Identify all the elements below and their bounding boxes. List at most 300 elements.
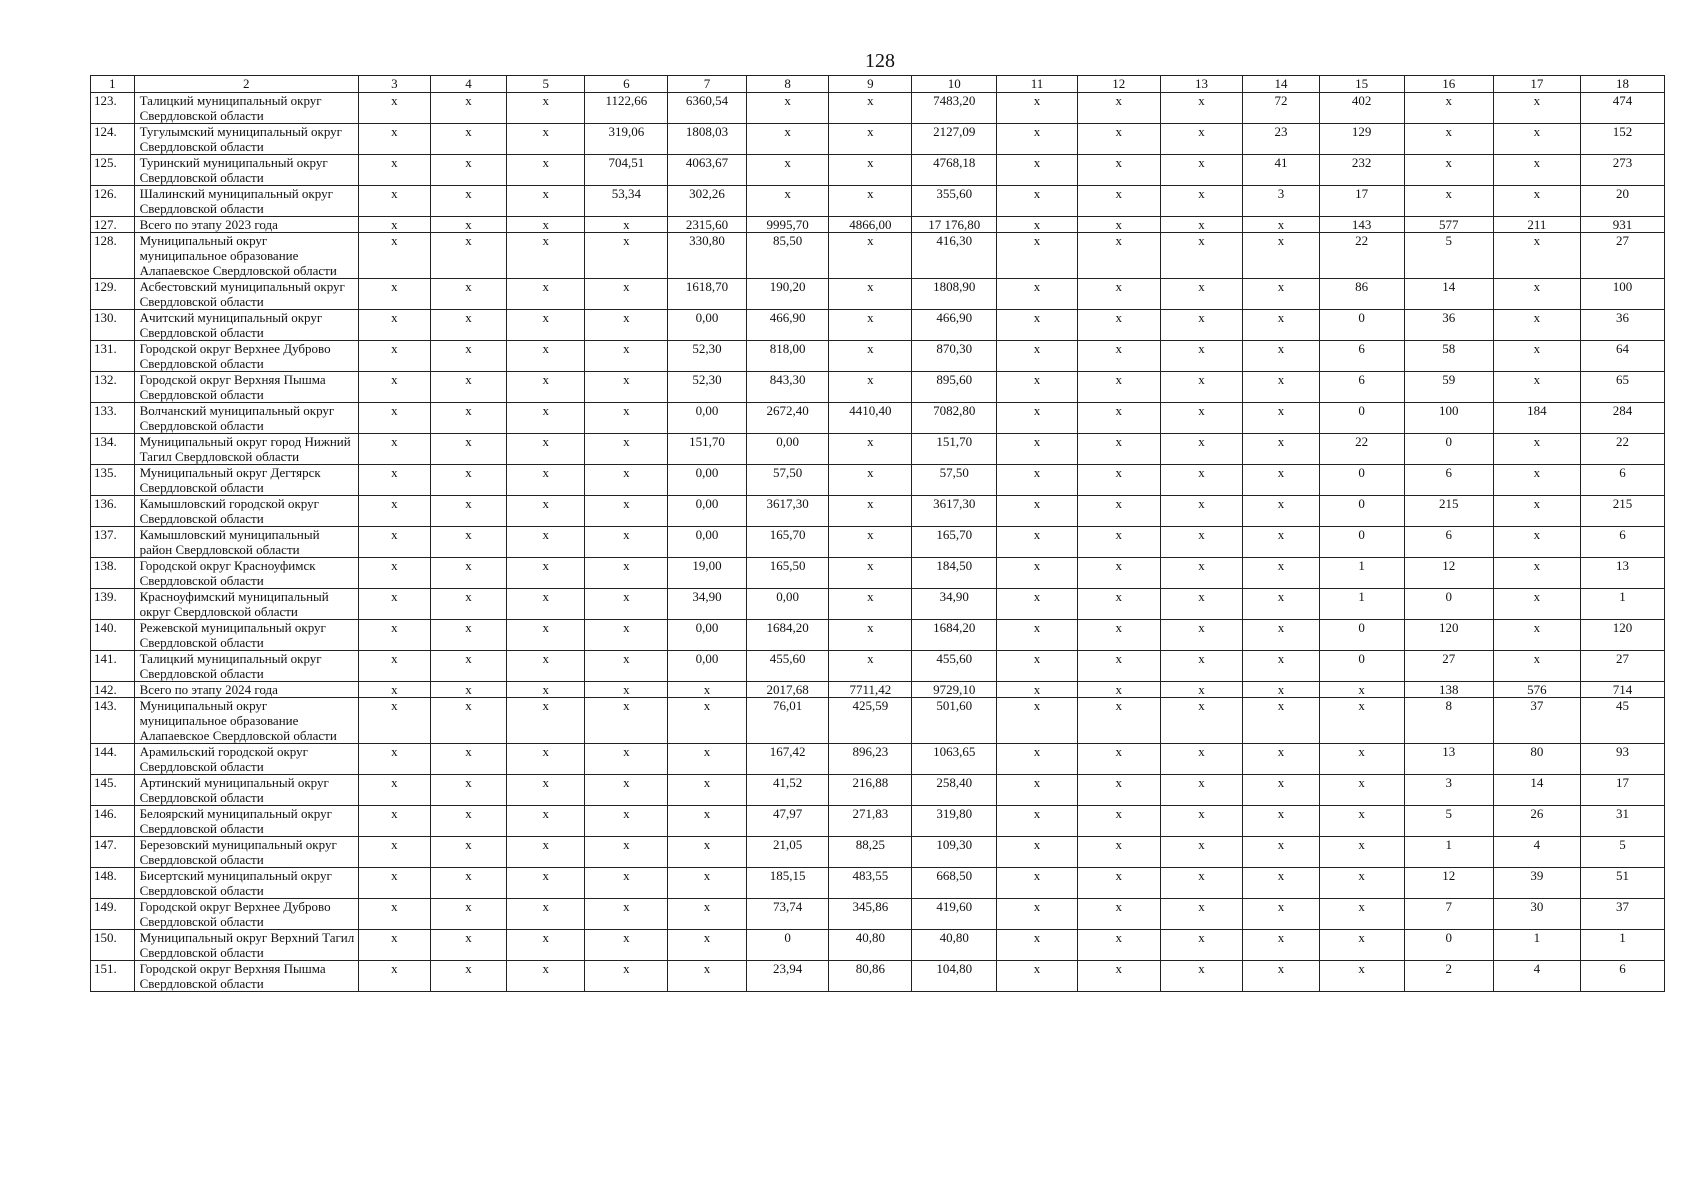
table-cell: x xyxy=(1243,868,1319,899)
table-cell: 1684,20 xyxy=(912,620,997,651)
municipality-name: Городской округ Верхнее Дуброво Свердловской области xyxy=(134,899,358,930)
table-cell: x xyxy=(1077,186,1160,217)
table-cell: 0 xyxy=(1319,620,1404,651)
table-cell: x xyxy=(829,93,912,124)
table-cell: x xyxy=(585,279,668,310)
table-cell: x xyxy=(1243,837,1319,868)
table-cell: x xyxy=(997,868,1078,899)
table-cell: x xyxy=(507,341,585,372)
row-number: 151. xyxy=(91,961,135,992)
table-cell: x xyxy=(1319,698,1404,744)
table-cell: x xyxy=(1493,233,1580,279)
table-cell: 843,30 xyxy=(746,372,829,403)
table-cell: x xyxy=(358,651,430,682)
row-number: 136. xyxy=(91,496,135,527)
table-cell: x xyxy=(507,620,585,651)
column-number: 15 xyxy=(1319,76,1404,93)
table-cell: x xyxy=(829,372,912,403)
table-cell: 215 xyxy=(1581,496,1665,527)
table-cell: 211 xyxy=(1493,217,1580,233)
table-cell: 31 xyxy=(1581,806,1665,837)
column-number: 16 xyxy=(1404,76,1493,93)
table-cell: x xyxy=(829,527,912,558)
table-cell: 36 xyxy=(1404,310,1493,341)
table-cell: 17 xyxy=(1581,775,1665,806)
row-number: 126. xyxy=(91,186,135,217)
table-cell: x xyxy=(1160,372,1243,403)
table-cell: 0,00 xyxy=(668,527,746,558)
table-cell: x xyxy=(1160,124,1243,155)
table-cell: 501,60 xyxy=(912,698,997,744)
row-number: 133. xyxy=(91,403,135,434)
table-cell: x xyxy=(507,155,585,186)
table-cell: 152 xyxy=(1581,124,1665,155)
column-number: 3 xyxy=(358,76,430,93)
table-cell: 0,00 xyxy=(746,589,829,620)
table-cell: 13 xyxy=(1404,744,1493,775)
column-number: 18 xyxy=(1581,76,1665,93)
table-cell: x xyxy=(358,558,430,589)
table-cell: x xyxy=(507,899,585,930)
table-cell: 22 xyxy=(1581,434,1665,465)
table-cell: 52,30 xyxy=(668,372,746,403)
table-cell: x xyxy=(1243,806,1319,837)
table-cell: 0,00 xyxy=(668,310,746,341)
table-cell: x xyxy=(358,279,430,310)
table-cell: x xyxy=(1243,217,1319,233)
table-cell: 284 xyxy=(1581,403,1665,434)
table-cell: x xyxy=(585,527,668,558)
row-number: 132. xyxy=(91,372,135,403)
table-row xyxy=(91,434,1665,465)
table-cell: 120 xyxy=(1404,620,1493,651)
municipality-name: Городской округ Верхнее Дуброво Свердловской области xyxy=(134,341,358,372)
table-cell: 466,90 xyxy=(912,310,997,341)
table-cell: 302,26 xyxy=(668,186,746,217)
table-cell: x xyxy=(1160,868,1243,899)
table-cell: 52,30 xyxy=(668,341,746,372)
row-number: 138. xyxy=(91,558,135,589)
table-cell: 4 xyxy=(1493,837,1580,868)
table-cell: x xyxy=(430,403,506,434)
table-cell: 37 xyxy=(1493,698,1580,744)
table-cell: x xyxy=(1160,217,1243,233)
table-cell: x xyxy=(668,930,746,961)
table-cell: x xyxy=(668,744,746,775)
table-cell: 27 xyxy=(1581,233,1665,279)
table-cell: x xyxy=(358,775,430,806)
table-cell: x xyxy=(1160,620,1243,651)
table-cell: x xyxy=(668,961,746,992)
table-cell: 4 xyxy=(1493,961,1580,992)
table-cell: x xyxy=(430,217,506,233)
table-row xyxy=(91,155,1665,186)
table-cell: x xyxy=(1077,279,1160,310)
table-cell: 2315,60 xyxy=(668,217,746,233)
table-cell: x xyxy=(507,403,585,434)
table-cell: x xyxy=(1243,744,1319,775)
table-cell: 0 xyxy=(1404,930,1493,961)
column-number: 12 xyxy=(1077,76,1160,93)
table-cell: x xyxy=(1160,837,1243,868)
table-cell: x xyxy=(829,620,912,651)
table-cell: x xyxy=(997,620,1078,651)
table-cell: 57,50 xyxy=(746,465,829,496)
table-cell: 2017,68 xyxy=(746,682,829,698)
table-cell: x xyxy=(1077,899,1160,930)
table-cell: x xyxy=(1077,310,1160,341)
table-cell: x xyxy=(1160,310,1243,341)
table-cell: 80 xyxy=(1493,744,1580,775)
table-cell: x xyxy=(1160,806,1243,837)
table-cell: 37 xyxy=(1581,899,1665,930)
table-row xyxy=(91,310,1665,341)
table-cell: x xyxy=(1077,806,1160,837)
table-cell: x xyxy=(997,93,1078,124)
table-cell: 53,34 xyxy=(585,186,668,217)
table-cell: 714 xyxy=(1581,682,1665,698)
table-cell: 47,97 xyxy=(746,806,829,837)
table-row xyxy=(91,372,1665,403)
table-cell: 7 xyxy=(1404,899,1493,930)
table-cell: 1 xyxy=(1404,837,1493,868)
municipality-name: Камышловский муниципальный район Свердловской области xyxy=(134,527,358,558)
municipality-name: Муниципальный округ Дегтярск Свердловской области xyxy=(134,465,358,496)
table-cell: x xyxy=(1319,682,1404,698)
row-number: 129. xyxy=(91,279,135,310)
table-cell: x xyxy=(1319,868,1404,899)
row-number: 135. xyxy=(91,465,135,496)
table-cell: x xyxy=(585,744,668,775)
table-cell: x xyxy=(1319,930,1404,961)
table-cell: x xyxy=(430,124,506,155)
table-cell: 896,23 xyxy=(829,744,912,775)
table-cell: 1 xyxy=(1319,589,1404,620)
row-number: 141. xyxy=(91,651,135,682)
table-cell: 23,94 xyxy=(746,961,829,992)
table-cell: x xyxy=(997,899,1078,930)
table-cell: 65 xyxy=(1581,372,1665,403)
table-cell: x xyxy=(1160,155,1243,186)
table-cell: 165,50 xyxy=(746,558,829,589)
column-number: 6 xyxy=(585,76,668,93)
table-cell: x xyxy=(1160,698,1243,744)
table-cell: 184,50 xyxy=(912,558,997,589)
row-number: 128. xyxy=(91,233,135,279)
table-cell: 93 xyxy=(1581,744,1665,775)
table-cell: 58 xyxy=(1404,341,1493,372)
table-cell: x xyxy=(358,961,430,992)
table-cell: 0 xyxy=(1404,589,1493,620)
table-cell: x xyxy=(668,837,746,868)
table-cell: x xyxy=(1404,186,1493,217)
table-cell: x xyxy=(746,155,829,186)
table-cell: x xyxy=(585,403,668,434)
table-cell: 2 xyxy=(1404,961,1493,992)
table-row xyxy=(91,620,1665,651)
table-cell: x xyxy=(1160,434,1243,465)
municipality-name: Муниципальный округ город Нижний Тагил Свердловской области xyxy=(134,434,358,465)
table-cell: 7082,80 xyxy=(912,403,997,434)
table-cell: x xyxy=(1077,651,1160,682)
table-cell: x xyxy=(585,930,668,961)
table-cell: x xyxy=(507,682,585,698)
column-number: 9 xyxy=(829,76,912,93)
table-cell: x xyxy=(358,186,430,217)
table-cell: 104,80 xyxy=(912,961,997,992)
table-cell: x xyxy=(358,620,430,651)
municipality-name: Всего по этапу 2024 года xyxy=(134,682,358,698)
table-cell: x xyxy=(997,403,1078,434)
table-cell: 73,74 xyxy=(746,899,829,930)
table-cell: 14 xyxy=(1404,279,1493,310)
table-cell: 1 xyxy=(1581,589,1665,620)
table-cell: 72 xyxy=(1243,93,1319,124)
table-cell: x xyxy=(997,651,1078,682)
table-row xyxy=(91,930,1665,961)
table-cell: x xyxy=(668,698,746,744)
table-cell: x xyxy=(1160,233,1243,279)
table-cell: x xyxy=(430,496,506,527)
table-cell: x xyxy=(358,434,430,465)
table-cell: x xyxy=(430,775,506,806)
table-cell: x xyxy=(746,93,829,124)
table-cell: x xyxy=(358,155,430,186)
table-cell: x xyxy=(1493,93,1580,124)
table-cell: x xyxy=(358,589,430,620)
table-cell: x xyxy=(829,186,912,217)
table-cell: 151,70 xyxy=(668,434,746,465)
page-number: 128 xyxy=(865,50,895,72)
table-cell: 6 xyxy=(1581,527,1665,558)
table-cell: x xyxy=(507,930,585,961)
table-cell: x xyxy=(1319,961,1404,992)
table-cell: x xyxy=(1077,589,1160,620)
table-cell: x xyxy=(1077,620,1160,651)
table-cell: x xyxy=(358,698,430,744)
table-cell: x xyxy=(1160,651,1243,682)
table-row xyxy=(91,217,1665,233)
table-cell: x xyxy=(430,837,506,868)
table-cell: 17 176,80 xyxy=(912,217,997,233)
table-row xyxy=(91,651,1665,682)
column-number: 17 xyxy=(1493,76,1580,93)
row-number: 140. xyxy=(91,620,135,651)
municipality-name: Березовский муниципальный округ Свердловской области xyxy=(134,837,358,868)
table-cell: x xyxy=(829,233,912,279)
table-cell: x xyxy=(430,233,506,279)
table-cell: x xyxy=(358,233,430,279)
table-cell: x xyxy=(997,806,1078,837)
table-cell: 4063,67 xyxy=(668,155,746,186)
table-cell: 271,83 xyxy=(829,806,912,837)
table-cell: 1618,70 xyxy=(668,279,746,310)
table-cell: x xyxy=(1160,527,1243,558)
table-cell: x xyxy=(1243,434,1319,465)
table-cell: 6 xyxy=(1581,961,1665,992)
table-cell: x xyxy=(430,465,506,496)
table-cell: x xyxy=(829,310,912,341)
municipality-name: Муниципальный округ Верхний Тагил Свердловской области xyxy=(134,930,358,961)
table-cell: x xyxy=(358,403,430,434)
table-row xyxy=(91,961,1665,992)
municipality-name: Арамильский городской округ Свердловской области xyxy=(134,744,358,775)
table-cell: x xyxy=(507,806,585,837)
table-cell: x xyxy=(1077,233,1160,279)
table-cell: 466,90 xyxy=(746,310,829,341)
table-cell: x xyxy=(1077,698,1160,744)
table-cell: 416,30 xyxy=(912,233,997,279)
table-cell: x xyxy=(507,93,585,124)
municipality-name: Городской округ Верхняя Пышма Свердловской области xyxy=(134,372,358,403)
table-cell: x xyxy=(1160,682,1243,698)
table-cell: 1808,03 xyxy=(668,124,746,155)
table-cell: 85,50 xyxy=(746,233,829,279)
table-cell: 27 xyxy=(1404,651,1493,682)
table-cell: x xyxy=(997,124,1078,155)
municipality-name: Талицкий муниципальный округ Свердловской области xyxy=(134,651,358,682)
table-cell: x xyxy=(1243,233,1319,279)
table-cell: 5 xyxy=(1581,837,1665,868)
table-cell: x xyxy=(585,233,668,279)
table-cell: x xyxy=(507,558,585,589)
table-cell: x xyxy=(585,589,668,620)
table-row xyxy=(91,589,1665,620)
table-cell: x xyxy=(1243,620,1319,651)
table-cell: 22 xyxy=(1319,233,1404,279)
table-cell: 0,00 xyxy=(668,496,746,527)
table-cell: 577 xyxy=(1404,217,1493,233)
table-cell: x xyxy=(829,589,912,620)
table-cell: x xyxy=(358,682,430,698)
table-cell: 51 xyxy=(1581,868,1665,899)
table-row xyxy=(91,465,1665,496)
table-cell: x xyxy=(1243,341,1319,372)
table-row xyxy=(91,868,1665,899)
table-cell: 184 xyxy=(1493,403,1580,434)
row-number: 131. xyxy=(91,341,135,372)
table-cell: x xyxy=(358,496,430,527)
table-cell: x xyxy=(585,682,668,698)
table-cell: x xyxy=(430,341,506,372)
table-cell: x xyxy=(430,899,506,930)
table-cell: 23 xyxy=(1243,124,1319,155)
table-cell: x xyxy=(1160,403,1243,434)
table-cell: x xyxy=(997,527,1078,558)
column-number: 8 xyxy=(746,76,829,93)
column-number: 10 xyxy=(912,76,997,93)
table-cell: x xyxy=(1077,961,1160,992)
table-cell: x xyxy=(585,217,668,233)
table-cell: 138 xyxy=(1404,682,1493,698)
table-cell: 7711,42 xyxy=(829,682,912,698)
table-cell: x xyxy=(507,698,585,744)
row-number: 134. xyxy=(91,434,135,465)
row-number: 150. xyxy=(91,930,135,961)
table-cell: x xyxy=(1077,124,1160,155)
table-cell: x xyxy=(1160,496,1243,527)
table-cell: x xyxy=(746,186,829,217)
row-number: 145. xyxy=(91,775,135,806)
table-cell: x xyxy=(1243,403,1319,434)
municipality-name: Бисертский муниципальный округ Свердловской области xyxy=(134,868,358,899)
table-cell: 190,20 xyxy=(746,279,829,310)
table-cell: 100 xyxy=(1581,279,1665,310)
table-cell: x xyxy=(430,93,506,124)
table-cell: 818,00 xyxy=(746,341,829,372)
table-cell: x xyxy=(1243,698,1319,744)
table-cell: 474 xyxy=(1581,93,1665,124)
table-cell: x xyxy=(507,279,585,310)
table-cell: x xyxy=(1493,155,1580,186)
table-cell: x xyxy=(997,186,1078,217)
table-cell: 0,00 xyxy=(668,620,746,651)
table-cell: x xyxy=(585,465,668,496)
row-number: 146. xyxy=(91,806,135,837)
table-cell: x xyxy=(1160,186,1243,217)
table-cell: x xyxy=(1319,806,1404,837)
table-cell: x xyxy=(1077,372,1160,403)
table-cell: 20 xyxy=(1581,186,1665,217)
table-cell: 80,86 xyxy=(829,961,912,992)
column-number: 5 xyxy=(507,76,585,93)
table-cell: x xyxy=(430,961,506,992)
table-cell: x xyxy=(1077,217,1160,233)
table-cell: 0 xyxy=(1319,496,1404,527)
table-cell: 21,05 xyxy=(746,837,829,868)
table-cell: 4866,00 xyxy=(829,217,912,233)
table-cell: x xyxy=(430,558,506,589)
table-cell: x xyxy=(1077,434,1160,465)
table-cell: 3617,30 xyxy=(746,496,829,527)
table-cell: x xyxy=(507,868,585,899)
table-cell: x xyxy=(507,186,585,217)
table-cell: x xyxy=(746,124,829,155)
table-cell: 86 xyxy=(1319,279,1404,310)
table-cell: x xyxy=(507,651,585,682)
table-row xyxy=(91,233,1665,279)
table-row xyxy=(91,496,1665,527)
table-cell: 0,00 xyxy=(668,403,746,434)
table-cell: 0 xyxy=(1319,310,1404,341)
table-cell: x xyxy=(585,372,668,403)
table-cell: 455,60 xyxy=(746,651,829,682)
municipality-name: Туринский муниципальный округ Свердловской области xyxy=(134,155,358,186)
table-cell: x xyxy=(1243,310,1319,341)
table-cell: x xyxy=(507,465,585,496)
table-cell: 1 xyxy=(1493,930,1580,961)
column-number: 13 xyxy=(1160,76,1243,93)
table-cell: 870,30 xyxy=(912,341,997,372)
table-cell: x xyxy=(430,186,506,217)
table-cell: x xyxy=(358,372,430,403)
table-cell: 1684,20 xyxy=(746,620,829,651)
table-cell: x xyxy=(997,279,1078,310)
table-cell: x xyxy=(997,589,1078,620)
table-cell: x xyxy=(358,806,430,837)
table-cell: x xyxy=(1077,682,1160,698)
row-number: 148. xyxy=(91,868,135,899)
table-cell: x xyxy=(585,620,668,651)
table-row xyxy=(91,698,1665,744)
table-cell: 3 xyxy=(1243,186,1319,217)
table-cell: x xyxy=(430,806,506,837)
table-cell: 2672,40 xyxy=(746,403,829,434)
table-cell: 355,60 xyxy=(912,186,997,217)
table-cell: 0 xyxy=(1319,465,1404,496)
table-cell: 0 xyxy=(1319,527,1404,558)
municipality-name: Муниципальный округ муниципальное образование Алапаевское Свердловской области xyxy=(134,233,358,279)
